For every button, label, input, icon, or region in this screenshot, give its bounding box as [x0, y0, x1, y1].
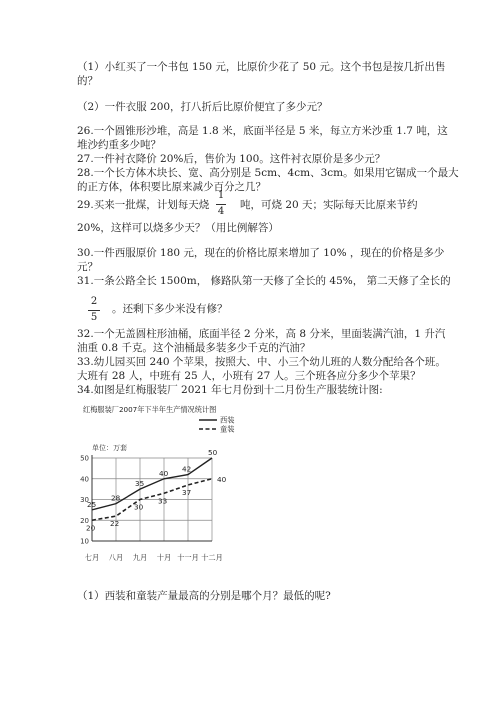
q2: （2）一件衣服 200，打八折后比原价便宜了多少元？	[77, 101, 328, 113]
data-label: 33	[158, 496, 168, 506]
q31-fraction-numerator: 2	[90, 296, 98, 307]
series-line-suits	[92, 458, 212, 510]
data-label: 40	[217, 474, 227, 484]
chart-title: 红梅服装厂2007年下半年生产情况统计图	[83, 405, 217, 414]
q28-line2: 的正方体，体积要比原来减少百分之几？	[77, 181, 266, 193]
chart-legend	[199, 416, 234, 434]
y-tick-label: 10	[80, 537, 89, 546]
x-tick-label: 九月	[132, 553, 148, 562]
q30-line1: 30.一件西服原价 180 元，现在的价格比原来增加了 10% ，现在的价格是多少	[77, 247, 445, 259]
q31-line2: 。还剩下多少米没有修？	[112, 303, 228, 315]
legend-label: 西装	[220, 415, 235, 425]
x-tick-label: 八月	[108, 553, 124, 562]
q31-fraction-denominator: 5	[90, 312, 98, 323]
q28-line1: 28.一个长方体木块长、宽、高分别是 5cm、4cm、3cm。如果用它锯成一个最大	[77, 167, 459, 179]
data-label: 37	[182, 487, 192, 497]
q33-line2: 大班有 28 人，中班有 25 人，小班有 27 人。三个班各应分多少个苹果？	[77, 370, 421, 382]
x-axis-labels	[85, 553, 223, 562]
q26-line2: 堆沙约重多少吨？	[77, 139, 161, 151]
q33-line1: 33.幼儿园买回 240 个苹果，按照大、中、小三个幼儿班的人数分配给各个班。	[77, 356, 446, 368]
q26-line1: 26.一个圆锥形沙堆，高是 1.8 米，底面半径是 5 米，每立方米沙重 1.7 吨，这	[77, 125, 448, 137]
data-label: 40	[159, 468, 169, 478]
q29-line2: 20%，这样可以烧多少天？（用比例解答）	[77, 222, 279, 234]
sub-question-1: （1）西装和童装产量最高的分别是哪个月？最低的呢?	[77, 590, 331, 602]
data-label: 28	[111, 493, 121, 503]
q29-fraction-denominator: 4	[217, 206, 225, 217]
data-label: 50	[208, 448, 218, 457]
q29-fraction-bar	[216, 204, 226, 205]
data-label: 42	[182, 464, 192, 474]
x-tick-label: 十二月	[201, 553, 223, 562]
y-tick-label: 40	[80, 475, 89, 484]
q30-line2: 元？	[77, 261, 98, 273]
x-tick-label: 十一月	[177, 553, 199, 562]
q31-line1: 31.一条公路全长 1500m， 修路队第一天修了全长的 45%， 第二天修了全长的	[77, 275, 451, 287]
y-tick-label: 20	[80, 516, 89, 525]
x-tick-label: 七月	[84, 553, 100, 562]
chart-series	[92, 458, 212, 520]
q31-fraction-bar	[88, 310, 100, 311]
x-tick-label: 十月	[156, 553, 172, 562]
data-label: 22	[110, 519, 120, 529]
q32-line1: 32.一个无盖圆柱形油桶，底面半径 2 分米，高 8 分米，里面装满汽油，1 升汽	[77, 328, 446, 340]
q1-line1: （1）小红买了一个书包 150 元，比原价少花了 50 元。这个书包是按几折出售	[77, 61, 446, 73]
data-label: 20	[86, 523, 96, 533]
q1-line2: 的？	[77, 75, 98, 87]
q32-line2: 油重 0.8 千克。这个油桶最多装多少千克的汽油？	[77, 342, 311, 354]
data-label: 35	[135, 479, 145, 489]
production-line-chart	[77, 402, 247, 574]
q29-fraction-numerator: 1	[217, 190, 225, 201]
data-label: 25	[87, 499, 97, 509]
data-label: 30	[134, 502, 144, 512]
y-tick-label: 30	[80, 496, 89, 504]
q29-part2: 吨，可烧 20 天；实际每天比原来节约	[240, 199, 418, 211]
q29-part1: 29.买来一批煤，计划每天烧	[77, 199, 210, 211]
chart-data-labels	[86, 448, 227, 532]
y-tick-label: 50	[80, 454, 89, 463]
q27: 27.一件衬衣降价 20%后，售价为 100。这件衬衣原价是多少元？	[77, 153, 386, 165]
chart-unit-label: 单位：万套	[92, 444, 127, 452]
legend-label: 童装	[220, 424, 235, 434]
q34: 34.如图是红梅服装厂 2021 年七月份到十二月份生产服装统计图:	[77, 384, 383, 396]
